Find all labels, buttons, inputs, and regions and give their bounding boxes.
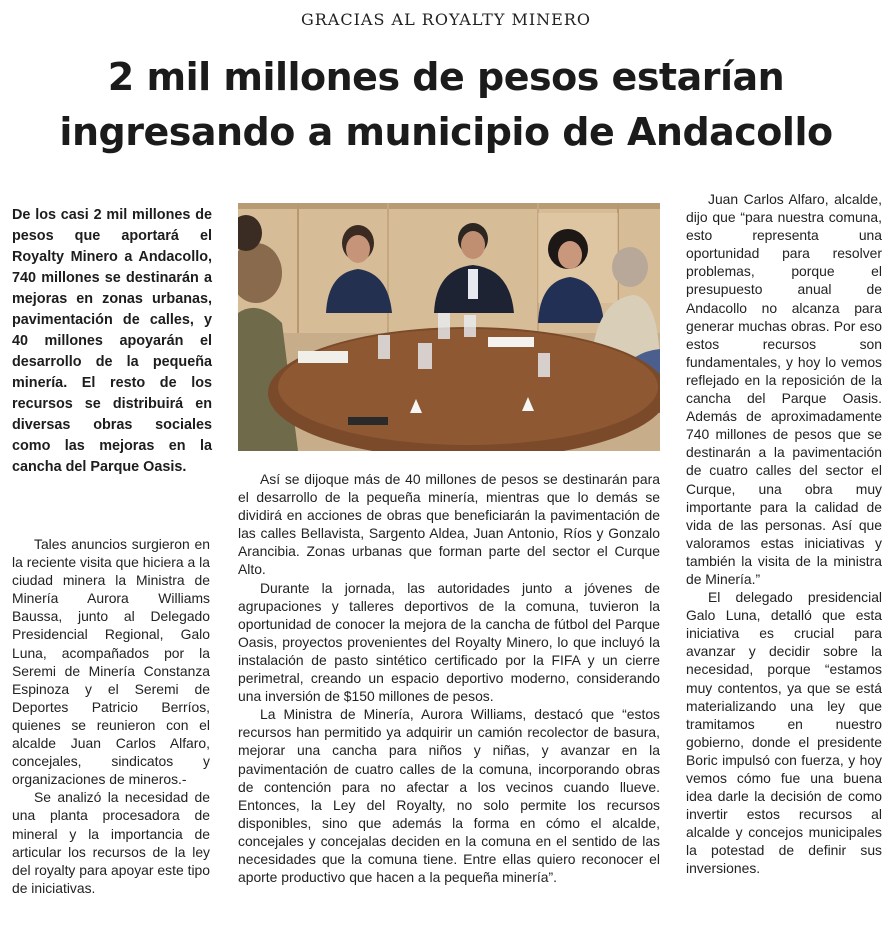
meeting-photo xyxy=(238,203,660,451)
left-column xyxy=(12,535,210,897)
headline-line-1: 2 mil millones de pesos estarían xyxy=(107,55,785,99)
middle-paragraph: Así se dijoque más de 40 millones de pesos se destinarán para el desarrollo de la pequeña minería, mientras que lo demás se dividirá en acciones de obras que beneficiarán la pavimentación de las calles Bellavista, Sargento Aldea, Juan Antonio, Ríos y Gonzalo Arancibia. Zonas urbanas que forman parte del sector el Curque Alto. xyxy=(238,471,660,578)
headline-line-2: ingresando a municipio de Andacollo xyxy=(59,110,833,154)
right-paragraph: Juan Carlos Alfaro, alcalde, dijo que “para nuestra comuna, esto representa una oportunidad para resolver problemas, porque el presupuesto anual de Andacollo no alcanza para generar muchas obras. Por eso estos recursos son fundamentales, y hoy lo vemos reflejado en la reposición de la cancha del Parque Oasis. Además de aproximadamente 740 millones de pesos que se destinarán a la pavimentación de cuatro calles del sector el Curque, una obra muy importante para la calidad de vida de las personas. Así que valoramos estas iniciativas y también la visita de la ministra de Minería.” xyxy=(686,191,882,587)
left-paragraph: Se analizó la necesidad de una planta procesadora de mineral y la importancia de articular los recursos de la ley del royalty para apoyar este tipo de iniciativas. xyxy=(12,789,210,896)
middle-paragraph: Durante la jornada, las autoridades junto a jóvenes de agrupaciones y talleres deportivos de la comuna, tuvieron la oportunidad de conocer la mejora de la cancha de fútbol del Parque Oasis, proyectos provenientes del Royalty Minero, lo que incluyó la instalación de pasto sintético certificado por la FIFA y un cierre perimetral, creando un espacio deportivo moderno, considerando una inversión de $150 millones de pesos. xyxy=(238,579,660,705)
headline xyxy=(20,50,872,160)
right-column xyxy=(686,190,882,878)
middle-column xyxy=(238,470,660,886)
lead-paragraph: De los casi 2 mil millones de pesos que aportará el Royalty Minero a Andacollo, 740 millones se destinarán a mejoras en zonas urbanas, pavimentación de calles, y 40 millones apoyarán el desarrollo de la pequeña minería. El resto de los recursos se distribuirá en diversas obras sociales como las mejoras en la cancha del Parque Oasis. xyxy=(12,207,212,475)
left-paragraph: Tales anuncios surgieron en la reciente visita que hiciera a la ciudad minera la Ministra de Minería Aurora Williams Baussa, junto al Delegado Presidencial Regional, Galo Luna, acompañados por la Seremi de Minería Constanza Espinoza y el Seremi de Deportes Patricio Berríos, quienes se reunieron con el alcalde Juan Carlos Alfaro, concejales, sindicatos y organizaciones de mineros.- xyxy=(12,536,210,788)
right-paragraph: El delegado presidencial Galo Luna, detalló que esta iniciativa es crucial para avanzar y decidir sobre la necesidad, porque “estamos muy contentos, ya que se está materializando una ley que tramitamos en nuestro gobierno, donde el presidente Boric impulsó con fuerza, y hoy vemos cómo fue una buena idea darle la decisión de como invertir estos recursos al alcalde y concejos municipales la potestad de definir sus inversiones. xyxy=(686,589,882,877)
section-kicker: GRACIAS AL ROYALTY MINERO xyxy=(300,10,592,29)
middle-paragraph: La Ministra de Minería, Aurora Williams, destacó que “estos recursos han permitido ya adquirir un camión recolector de basura, mejorar una cancha para niños y niñas, y avanzar en la pavimentación de cuatro calles de la comuna, incorporando obras de contención para no afectar a los vecinos cuando llueve. Entonces, la Ley del Royalty, no solo permite los recursos disponibles, sino que además la forma en cómo el alcalde, concejales y concejalas deciden en la comuna en el sentido de las necesidades que la comuna tiene. Entre ellas quiero reconocer el aporte productivo que hacen a la pequeña minería”. xyxy=(238,706,660,886)
